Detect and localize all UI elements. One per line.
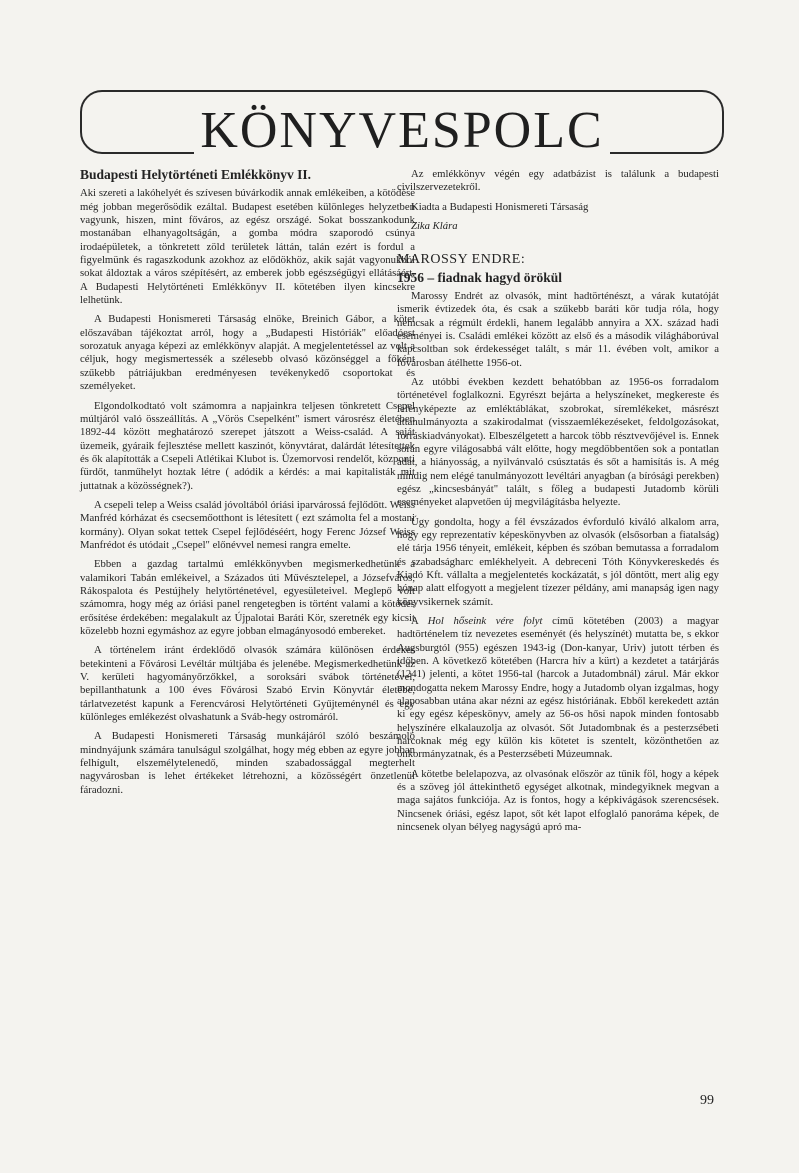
paragraph: A kötetbe belelapozva, az olvasónak először az tűnik föl, hogy a képek és a szöveg jól áttekinthető egységet alkotnak, mindegyiknek megvan a maga sajátos funkciója. Az is fontos, hogy a képkivágások szerencsések. Nincsenek óriási, egész lapot, sőt két lapot elfoglaló panoráma képek, de nincsenek olyan bélyeg nagyságú apró ma-: [397, 767, 719, 834]
paragraph: Úgy gondolta, hogy a fél évszázados évforduló kiváló alkalom arra, hogy egy reprezentatív képeskönyvben az olvasók (elsősorban a fiatalság) elé tárja 1956 tényeit, emlékeit, képben és szóban bemutassa a forradalom és szabadságharc emlékhelyeit. A debreceni Tóth Könyvkereskedés és Kiadó Kft. vállalta a megjelentetés kockázatát, s jól döntött, mert alig egy hónap alatt elfogyott a megjelent tízezer példány, ami manapság igen nagy könyvsikernek számít.: [397, 515, 719, 608]
page-number: 99: [700, 1093, 714, 1108]
text-span: A: [411, 614, 428, 627]
paragraph: Marossy Endrét az olvasók, mint hadtörténészt, a várak kutatóját ismerik évtizedek óta, és csak a szűkebb baráti kör tudja róla, hogy nemcsak a régmúlt érdekli, hanem legalább annyira a XX. század hadi eseményei is. Családi emlékei között az első és a második világháborúval kapcsoltban sok érdekességet talált, s már 11. évében volt, amikor a fővárosban átélhette 1956-ot.: [397, 290, 719, 369]
book-title: Hol hőseink vére folyt: [427, 614, 543, 627]
paragraph: A Budapesti Honismereti Társaság munkájáról szóló beszámoló mindnyájunk számára tanulságul szolgálhat, hogy még ebben az egyre jobban felhígult, elszemélytelenedő, minden szabadossággal megterhelt nagyvárosban is lehet értékeket létrehozni, a közösségért önzetlenül fáradozni.: [80, 730, 415, 796]
review-author: MAROSSY ENDRE:: [397, 252, 526, 268]
text-span: című kötetében (2003) a magyar hadtörténelem tíz nevezetes eseményét (és helyszínét) mutatta be, s ekkor Augsburgtól (955) egészen 1943-ig (Don-kanyar, Uriv) jutott térben és időben. A következő kötetében (Harcra hív a kürt) a kezdetet a tatárjárás (1241) jelenti, a kötet 1956-tal (harcok a Jutadombnál) zárul. Már ekkor mondogatta nekem Marossy Endre, hogy a Jutadomb olyan izgalmas, hogy alaposabban utána akar nézni az egész históriának. Ebből kerekedett aztán ki egy egész képeskönyv, amely az 56-os hősi napok minden fontosabb helyszínére elkalauzolja az olvasót. Sőt Jutadombnak és a pesterzsébeti harcoknak még egy külön kis kötetet is szentelt, közönthetően az önkormányzatnak, és a Pesterzsébeti Múzeumnak.: [397, 614, 719, 761]
section-title: KÖNYVESPOLC: [194, 105, 609, 157]
paragraph: Ebben a gazdag tartalmú emlékkönyvben megismerkedhetünk a valamikori Tabán emlékeivel, a Százados úti Művésztelepel, a Józsefváros, Rákospalota és Pestújhely helytörténetével, egyesületeivel. Meglepő volt számomra, hogy még az óriási panel rengetegben is történt valami a kötődés erősítése érdekében: megalakult az Újpalotai Baráti Kör, szeretnék egy kicsit közelebb hozni egymáshoz az egyre jobban elmagányosodó embereket.: [80, 558, 415, 637]
paragraph: Elgondolkodtató volt számomra a napjainkra teljesen tönkretett Csepel múltjáról való összeállítás. A „Vörös Csepelként" ismert városrész életében 1892-44 között meghatározó szerepet játszott a Weiss-család. A saját üzemeik, gyáraik fejlesztése mellett kaszinót, könyvtárat, dalárdát létesítettek és ők alapították a Csepeli Atlétikai Klubot is. Üzemorvosi rendelőt, központi fürdőt, tanműhelyt hoztak létre ( adódik a kérdés: a mai kapitalisták mit juttatnak a közösségnek?).: [80, 399, 415, 492]
paragraph: Az emlékkönyv végén egy adatbázist is találunk a budapesti civilszervezetekről.: [397, 168, 719, 194]
article-title-emlekkonyv: Budapesti Helytörténeti Emlékkönyv II.: [80, 167, 312, 182]
publisher-line: Kiadta a Budapesti Honismereti Társaság: [411, 200, 589, 213]
paragraph: A történelem iránt érdeklődő olvasók számára különösen érdekes betekinteni a Fővárosi Levéltár múltjába és jelenébe. Megismerkedhetünk az V. kerületi hagyományőrzőkkel, a soroksári svábok történetével, bepillanthatunk a 100 éves Fővárosi Szabó Ervin Könyvtár életébe, tárlatvezetést kapunk a Ferencvárosi Helytörténeti Gyűjteménynél és egy különleges emlékezést olvashatunk a Sváb-hegy ostromáról.: [80, 644, 415, 724]
paragraph: [397, 615, 719, 762]
paragraph: Aki szereti a lakóhelyét és szívesen búvárkodik annak emlékeiben, a kötődése még jobban megerősödik ezáltal. Budapest esetében különleges helyzetben vagyunk, hiszen, mint főváros, az egész országé. Sokat bosszankodunk mostanában elhanyagoltságán, a gomba módra szaporodó csúnya irodaépületek, a tönkretett zöld területek láttán, talán ezért is fordul a figyelmünk és ragaszkodunk azokhoz az elődökhöz, akik saját vagyonukból sokat áldoztak a város szépítésért, az emberek jobb egészségügyi ellátásáért. A Budapesti Helytörténeti Emlékkönyv II. kötetében ilyen kincsekre lelhetünk.: [80, 187, 415, 307]
section-banner: [80, 90, 724, 159]
left-column: [80, 168, 415, 803]
paragraph: A csepeli telep a Weiss család jóvoltából óriási iparvárossá fejlődött. Weiss Manfréd kórházat és csecsemőotthont is létesített ( ezt számolta fel a mostani kormány). Olyan sokat tettek Csepel fejlődéséért, hogy Ferenc József Weiss Manfrédot és utódait „Csepel" előnévvel nemesi rangra emelte.: [80, 498, 415, 551]
review-signature: Zika Klára: [411, 220, 458, 233]
right-column: [397, 168, 719, 840]
paragraph: Az utóbbi években kezdett behatóbban az 1956-os forradalom történetével foglalkozni. Egyrészt bejárta a helyszíneket, megkereste és lefényképezte az emléktáblákat, szobrokat, síremlékeket, másrészt áttanulmányozta a szakirodalmat (visszaemlékezéseket, feldolgozásokat, forráskiadványokat). Elbeszélgetett a harcok több résztvevőjével is. Ennek során egyre világosabbá vált előtte, hogy megdöbbentően sok a pontatlan adat, a hiányosság, a nyilvánvaló csúsztatás és sőt a hamisítás is. A még mindig nem elégé tanulmányozott levéltári anyagban (a bírósági perekben) egész „kincsesbányát" talált, s főleg a budapesti Jutadomb körüli eseményeket alapvetően új megvilágításba helyezte.: [397, 376, 719, 509]
article-title-1956: 1956 – fiadnak hagyd örökül: [397, 269, 563, 285]
paragraph: A Budapesti Honismereti Társaság elnöke, Breinich Gábor, a kötet előszavában tájékoztat arról, hogy a „Budapesti Históriák" előadóest sorozatuk anyaga képezi az emlékkönyv alapját. A megjelentetéssel az volt a céljuk, hogy megismertessék a szélesebb olvasó közönséggel a főként szűkebb pátriájukban eredményesen tevékenykedő csoportokat és személyeket.: [80, 313, 415, 393]
